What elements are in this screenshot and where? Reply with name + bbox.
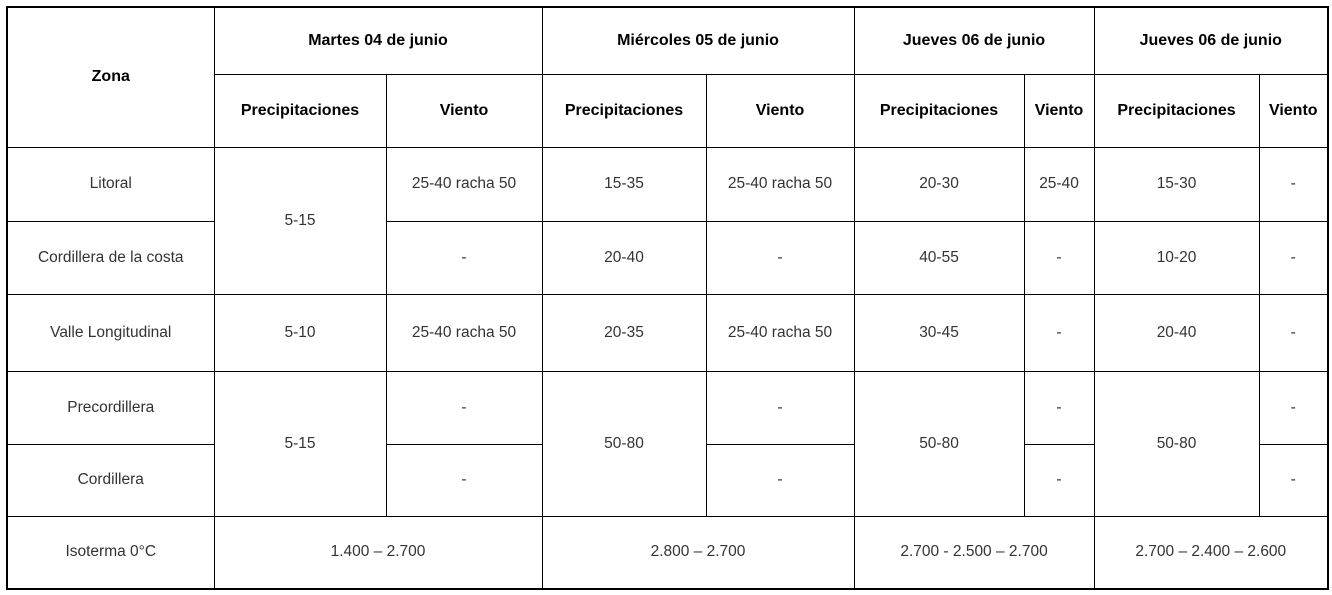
table-row-valle-longitudinal	[7, 294, 1328, 371]
cell-isoterma-miercoles: 2.800 – 2.700	[542, 516, 854, 589]
cell-cordillera-costa-jueves2-precipitaciones: 10-20	[1094, 221, 1259, 294]
cell-isoterma-jueves-2: 2.700 – 2.400 – 2.600	[1094, 516, 1328, 589]
cell-cordillera-miercoles-viento: -	[706, 444, 854, 516]
table-row-precordillera	[7, 371, 1328, 444]
cell-precordillera-martes-viento: -	[386, 371, 542, 444]
column-header-viento-martes: Viento	[386, 74, 542, 147]
cell-cordillera-martes-viento: -	[386, 444, 542, 516]
column-header-precipitaciones-jueves-2: Precipitaciones	[1094, 74, 1259, 147]
cell-precordillera-cordillera-miercoles-precipitaciones: 50-80	[542, 371, 706, 516]
header-row-dates	[7, 7, 1328, 74]
cell-precordillera-jueves2-viento: -	[1259, 371, 1328, 444]
column-header-day-jueves: Jueves 06 de junio	[854, 7, 1094, 74]
cell-precordillera-miercoles-viento: -	[706, 371, 854, 444]
cell-precordillera-cordillera-martes-precipitaciones: 5-15	[214, 371, 386, 516]
cell-precordillera-jueves-viento: -	[1024, 371, 1094, 444]
cell-cordillera-jueves2-viento: -	[1259, 444, 1328, 516]
cell-precordillera-cordillera-jueves2-precipitaciones: 50-80	[1094, 371, 1259, 516]
column-header-zona: Zona	[7, 7, 214, 147]
cell-cordillera-costa-miercoles-viento: -	[706, 221, 854, 294]
column-header-precipitaciones-miercoles: Precipitaciones	[542, 74, 706, 147]
cell-valle-jueves-viento: -	[1024, 294, 1094, 371]
cell-cordillera-costa-jueves-precipitaciones: 40-55	[854, 221, 1024, 294]
table-row-litoral	[7, 147, 1328, 221]
zona-cell-litoral: Litoral	[7, 147, 214, 221]
cell-litoral-miercoles-precipitaciones: 15-35	[542, 147, 706, 221]
cell-valle-jueves2-precipitaciones: 20-40	[1094, 294, 1259, 371]
cell-valle-jueves2-viento: -	[1259, 294, 1328, 371]
column-header-precipitaciones-martes: Precipitaciones	[214, 74, 386, 147]
cell-valle-martes-viento: 25-40 racha 50	[386, 294, 542, 371]
zona-cell-cordillera-costa: Cordillera de la costa	[7, 221, 214, 294]
cell-isoterma-jueves: 2.700 - 2.500 – 2.700	[854, 516, 1094, 589]
cell-valle-martes-precipitaciones: 5-10	[214, 294, 386, 371]
table-row-isoterma	[7, 516, 1328, 589]
zona-cell-cordillera: Cordillera	[7, 444, 214, 516]
cell-litoral-miercoles-viento: 25-40 racha 50	[706, 147, 854, 221]
column-header-day-miercoles: Miércoles 05 de junio	[542, 7, 854, 74]
cell-litoral-jueves-viento: 25-40	[1024, 147, 1094, 221]
cell-cordillera-costa-jueves-viento: -	[1024, 221, 1094, 294]
table-row-cordillera-costa	[7, 221, 1328, 294]
cell-litoral-costa-martes-precipitaciones: 5-15	[214, 147, 386, 294]
cell-litoral-jueves-precipitaciones: 20-30	[854, 147, 1024, 221]
cell-cordillera-costa-jueves2-viento: -	[1259, 221, 1328, 294]
column-header-precipitaciones-jueves: Precipitaciones	[854, 74, 1024, 147]
cell-litoral-jueves2-precipitaciones: 15-30	[1094, 147, 1259, 221]
cell-litoral-martes-viento: 25-40 racha 50	[386, 147, 542, 221]
cell-cordillera-costa-miercoles-precipitaciones: 20-40	[542, 221, 706, 294]
column-header-viento-jueves-2: Viento	[1259, 74, 1328, 147]
zona-cell-valle-longitudinal: Valle Longitudinal	[7, 294, 214, 371]
zona-cell-isoterma: Isoterma 0°C	[7, 516, 214, 589]
weather-forecast-table	[6, 6, 1329, 590]
cell-cordillera-costa-martes-viento: -	[386, 221, 542, 294]
cell-precordillera-cordillera-jueves-precipitaciones: 50-80	[854, 371, 1024, 516]
cell-cordillera-jueves-viento: -	[1024, 444, 1094, 516]
cell-valle-miercoles-viento: 25-40 racha 50	[706, 294, 854, 371]
column-header-viento-miercoles: Viento	[706, 74, 854, 147]
column-header-day-jueves-2: Jueves 06 de junio	[1094, 7, 1328, 74]
column-header-day-martes: Martes 04 de junio	[214, 7, 542, 74]
cell-isoterma-martes: 1.400 – 2.700	[214, 516, 542, 589]
cell-valle-miercoles-precipitaciones: 20-35	[542, 294, 706, 371]
cell-litoral-jueves2-viento: -	[1259, 147, 1328, 221]
cell-valle-jueves-precipitaciones: 30-45	[854, 294, 1024, 371]
column-header-viento-jueves: Viento	[1024, 74, 1094, 147]
zona-cell-precordillera: Precordillera	[7, 371, 214, 444]
